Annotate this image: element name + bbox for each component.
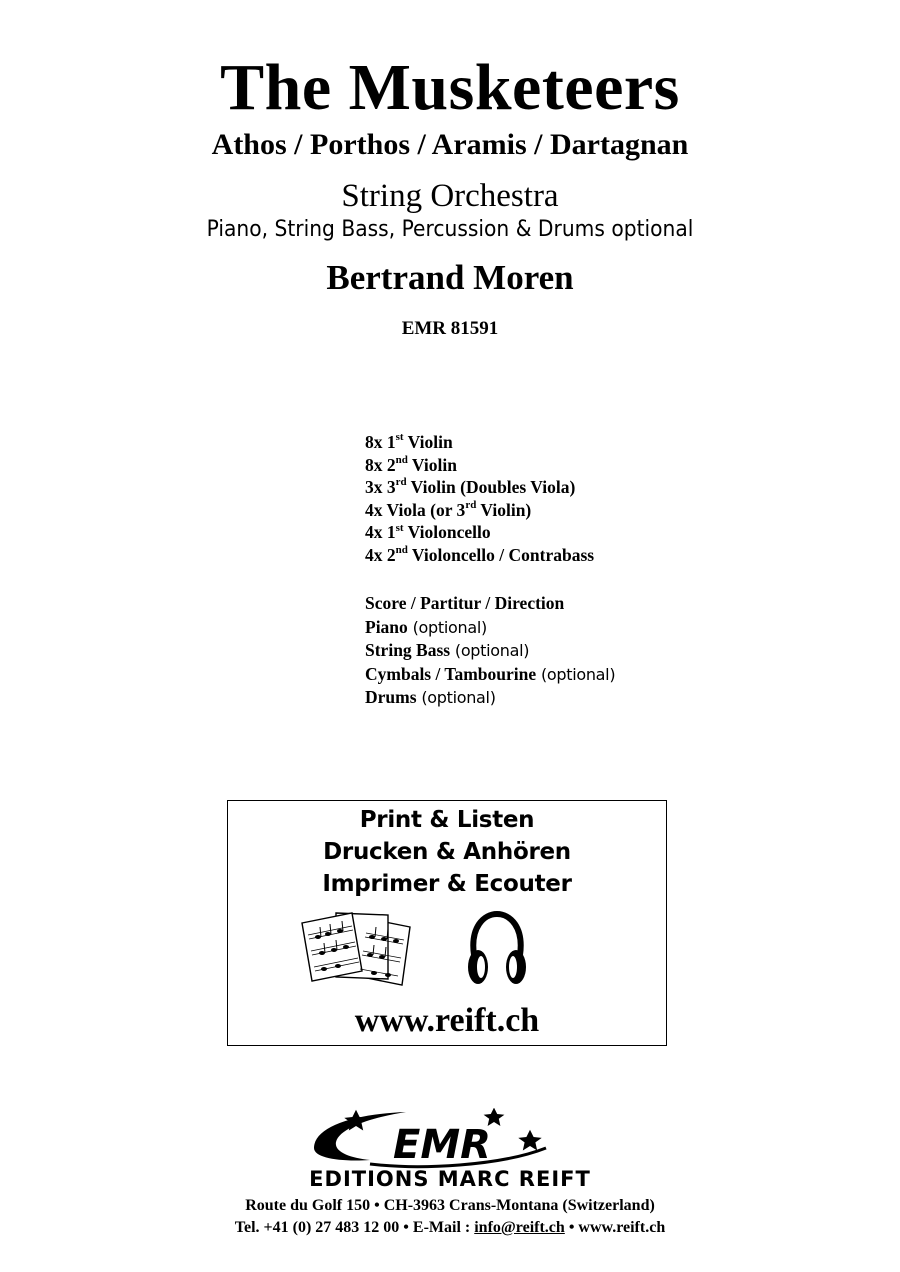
optional-instruments: Piano, String Bass, Percussion & Drums optional [206, 217, 694, 242]
part-row: 4x 1st Violoncello [365, 521, 491, 543]
catalog-number: EMR 81591 [401, 318, 499, 339]
extras-list [365, 592, 615, 710]
composer-name: Bertrand Moren [326, 258, 574, 297]
ensemble-label: String Orchestra [341, 178, 559, 214]
extra-row: Cymbals / Tambourine (optional) [365, 663, 616, 684]
emr-logo-text: EMR [393, 1122, 491, 1168]
extra-row: String Bass (optional) [365, 640, 530, 661]
extra-row: Piano (optional) [365, 616, 487, 637]
part-row: 8x 2nd Violin [365, 453, 457, 475]
headphones-icon [466, 911, 528, 989]
print-listen-fr: Imprimer & Ecouter [322, 871, 572, 897]
part-row: 8x 1st Violin [365, 431, 453, 452]
parts-list [365, 431, 594, 567]
subtitle: Athos / Porthos / Aramis / Dartagnan [211, 128, 689, 161]
print-listen-en: Print & Listen [359, 807, 535, 833]
contact-phone: Tel. +41 (0) 27 483 12 00 • E-Mail : [234, 1219, 475, 1236]
print-listen-box [227, 800, 667, 1046]
print-listen-de: Drucken & Anhören [323, 839, 571, 865]
website-link[interactable]: www.reift.ch [354, 1002, 540, 1039]
part-row: 4x 2nd Violoncello / Contrabass [365, 544, 595, 565]
email-link[interactable]: info@reift.ch [474, 1219, 565, 1236]
publisher-address: Route du Golf 150 • CH-3963 Crans-Montana (Switzerland) [245, 1197, 655, 1214]
emr-logo [310, 1108, 560, 1170]
page-title: The Musketeers [220, 51, 680, 124]
publisher-contact [0, 1218, 900, 1238]
extra-row: Score / Partitur / Direction [365, 593, 565, 613]
extra-row: Drums (optional) [365, 687, 496, 708]
sheet-music-icon [300, 909, 412, 987]
part-row: 3x 3rd Violin (Doubles Viola) [365, 476, 576, 498]
contact-website: • www.reift.ch [564, 1219, 666, 1236]
publisher-name: EDITIONS MARC REIFT [309, 1167, 591, 1191]
part-row: 4x Viola (or 3rd Violin) [365, 498, 532, 520]
